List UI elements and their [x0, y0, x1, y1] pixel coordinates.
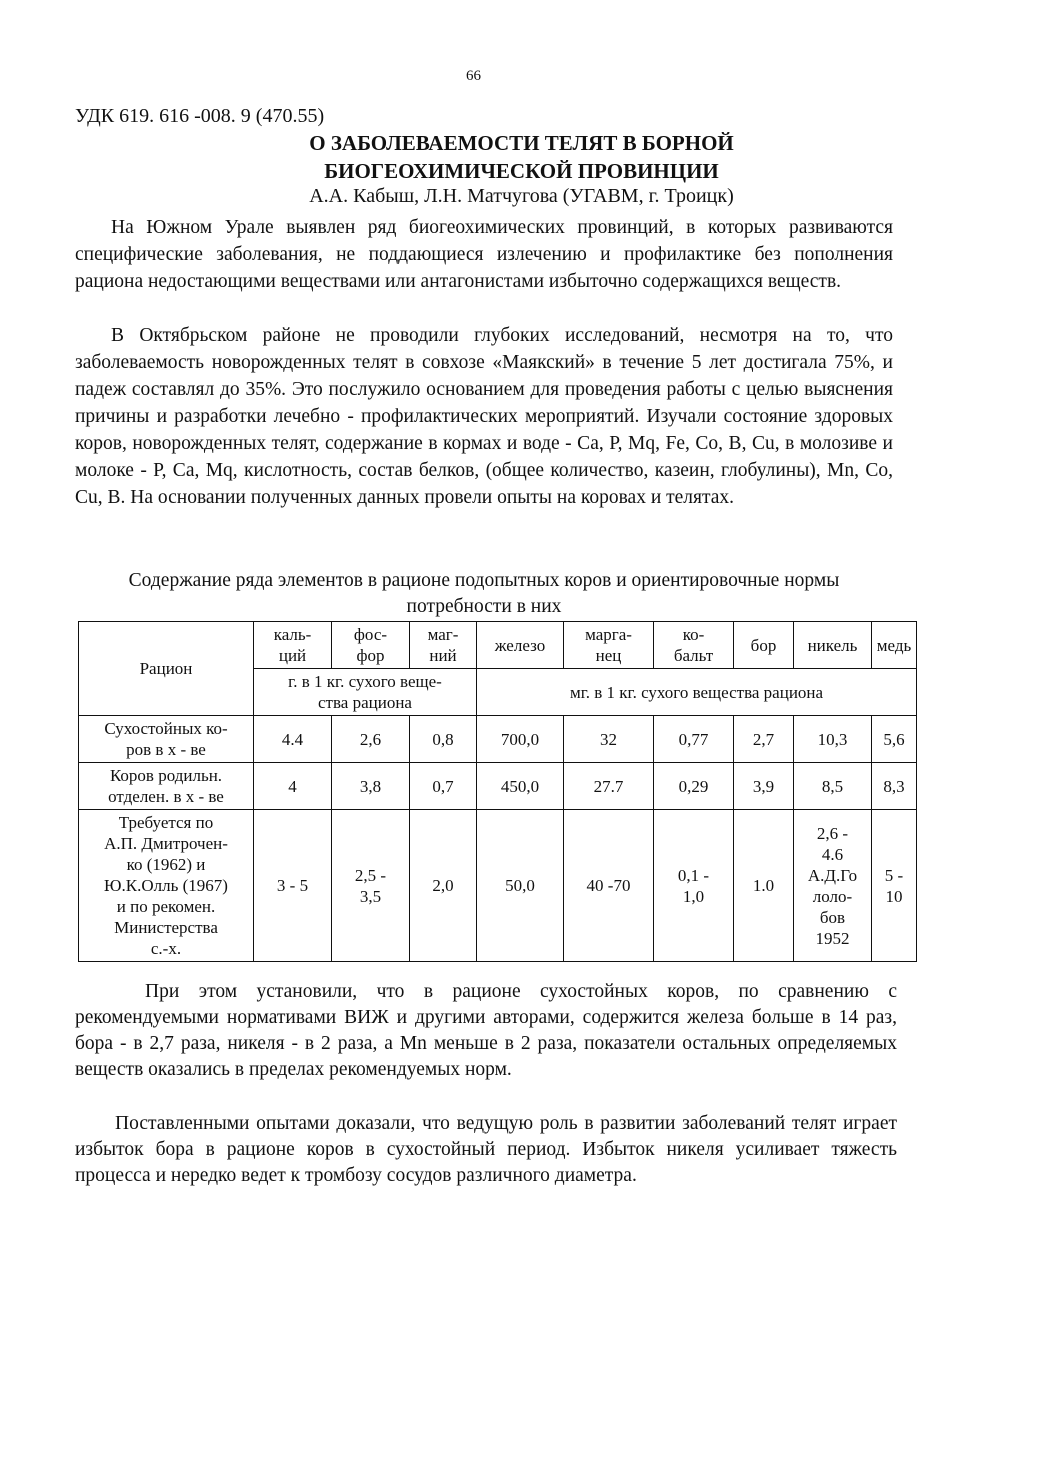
table-row	[79, 716, 917, 763]
table-cell: 3,9	[734, 763, 794, 810]
table-cell: 50,0	[477, 810, 564, 962]
table-header-row	[79, 622, 917, 669]
table-cell: 2,6	[332, 716, 410, 763]
table-cell: 5 - 10	[872, 810, 917, 962]
table-cell: 5,6	[872, 716, 917, 763]
table-cell: 4	[254, 763, 332, 810]
unit-milligrams: мг. в 1 кг. сухого вещества рациона	[477, 669, 917, 716]
header-calcium: каль- ций	[254, 622, 332, 669]
table-cell: 2,7	[734, 716, 794, 763]
table-cell: 32	[564, 716, 654, 763]
row-label: Коров родильн. отделен. в х - ве	[79, 763, 254, 810]
elements-table	[78, 621, 917, 962]
table-cell: 10,3	[794, 716, 872, 763]
header-nickel: никель	[794, 622, 872, 669]
table-cell: 1.0	[734, 810, 794, 962]
unit-grams: г. в 1 кг. сухого веще- ства рациона	[254, 669, 477, 716]
title-line-2: БИОГЕОХИМИЧЕСКОЙ ПРОВИНЦИИ	[324, 159, 719, 183]
udk-code: УДК 619. 616 -008. 9 (470.55)	[75, 105, 325, 127]
header-ration: Рацион	[79, 622, 254, 716]
table-cell: 3 - 5	[254, 810, 332, 962]
table-cell: 8,3	[872, 763, 917, 810]
paragraph-methods: В Октябрьском районе не проводили глубоких исследований, несмотря на то, что заболеваемость новорожденных телят в совхозе «Маякский» в течение 5 лет достигала 75%, и падеж составлял до 35%. Это послужило основанием для проведения работы с целью выяснения причины и разработки лечебно - профилактических мероприятий. Изучали состояние здоровых коров, новорожденных телят, содержание в кормах и воде - Са, Р, Мq, Fe, Со, В, Cu, в молозиве и молоке - Р, Са, Мq, кислотность, состав белков, (общее количество, казеин, глобулины), Мn, Со, Сu, В. На основании полученных данных провели опыты на коровах и телятах.	[75, 325, 893, 508]
article-title	[0, 129, 1043, 185]
header-iron: железо	[477, 622, 564, 669]
header-boron: бор	[734, 622, 794, 669]
table-cell: 27.7	[564, 763, 654, 810]
header-cobalt: ко- бальт	[654, 622, 734, 669]
table-cell: 0,77	[654, 716, 734, 763]
table-cell: 0,8	[410, 716, 477, 763]
page-number: 66	[466, 68, 481, 84]
table-cell: 40 -70	[564, 810, 654, 962]
table-cell: 3,8	[332, 763, 410, 810]
table-cell: 2,6 - 4.6 А.Д.Го лоло- бов 1952	[794, 810, 872, 962]
header-magnesium: маг- ний	[410, 622, 477, 669]
title-line-1: О ЗАБОЛЕВАЕМОСТИ ТЕЛЯТ В БОРНОЙ	[309, 131, 734, 155]
table-cell: 700,0	[477, 716, 564, 763]
table-cell: 0,29	[654, 763, 734, 810]
table-caption: Содержание ряда элементов в рационе подопытных коров и ориентировочные нормы потребности в них	[128, 570, 840, 617]
table-cell: 8,5	[794, 763, 872, 810]
table-cell: 450,0	[477, 763, 564, 810]
header-copper: медь	[872, 622, 917, 669]
header-manganese: марга- нец	[564, 622, 654, 669]
table-cell: 4.4	[254, 716, 332, 763]
row-label: Требуется по А.П. Дмитрочен- ко (1962) и Ю.К.Олль (1967) и по рекомен. Министерства с.-х.	[79, 810, 254, 962]
authors: А.А. Кабыш, Л.Н. Матчугова (УГАВМ, г. Троицк)	[309, 185, 734, 207]
table-row	[79, 763, 917, 810]
table-cell: 2,0	[410, 810, 477, 962]
row-label: Сухостойных ко- ров в х - ве	[79, 716, 254, 763]
table-cell: 0,1 - 1,0	[654, 810, 734, 962]
table-cell: 0,7	[410, 763, 477, 810]
paragraph-conclusion: Поставленными опытами доказали, что ведущую роль в развитии заболеваний телят играет избыток бора в рационе коров в сухостойный период. Избыток никеля усиливает тяжесть процесса и нередко ведет к тромбозу сосудов различного диаметра.	[75, 1113, 897, 1186]
table-cell: 2,5 - 3,5	[332, 810, 410, 962]
paragraph-results: При этом установили, что в рационе сухостойных коров, по сравнению с рекомендуемыми нормативами ВИЖ и другими авторами, содержится железа больше в 14 раз, бора - в 2,7 раза, никеля - в 2 раза, а Мn меньше в 2 раза, показатели остальных определяемых веществ оказались в пределах рекомендуемых норм.	[75, 981, 897, 1080]
table-row	[79, 810, 917, 962]
header-phosphorus: фос- фор	[332, 622, 410, 669]
paragraph-intro: На Южном Урале выявлен ряд биогеохимических провинций, в которых развиваются специфические заболевания, не поддающиеся излечению и профилактике без пополнения рациона недостающими веществами или антагонистами избыточно содержащихся веществ.	[75, 217, 893, 292]
